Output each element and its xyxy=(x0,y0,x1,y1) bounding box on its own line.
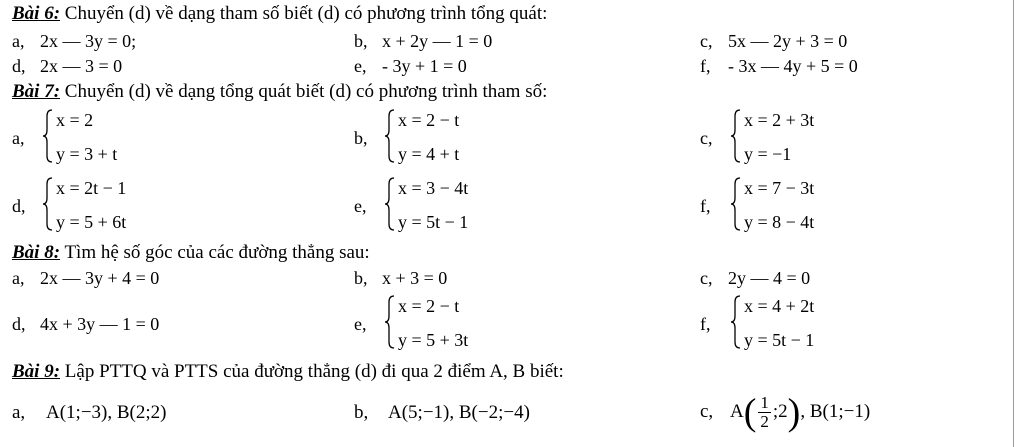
system-line-2: y = 5 + 6t xyxy=(56,212,127,232)
item-prefix: f, xyxy=(700,314,711,334)
item-prefix: b, xyxy=(354,128,368,148)
system-line-1: x = 2 xyxy=(56,110,94,130)
brace-icon xyxy=(42,176,54,232)
item-prefix: c, xyxy=(700,31,713,51)
item-prefix: a, xyxy=(12,31,25,51)
item-prefix: c, xyxy=(700,128,713,148)
item-prefix: a, xyxy=(12,402,26,423)
ex6-item-d xyxy=(12,56,122,76)
equation: 5x — 2y + 3 = 0 xyxy=(728,31,848,51)
equation: - 3y + 1 = 0 xyxy=(382,56,467,76)
ex7-item-e xyxy=(354,176,654,234)
item-prefix: d, xyxy=(12,196,26,216)
exercise-7-title xyxy=(12,82,547,102)
point-a-name: A xyxy=(730,401,744,422)
system-line-1: x = 2 − t xyxy=(398,296,460,316)
ex6-item-e xyxy=(354,56,467,76)
system-line-2: y = −1 xyxy=(744,144,792,164)
item-prefix: c, xyxy=(700,401,714,422)
system-line-1: x = 2 + 3t xyxy=(744,110,815,130)
brace-icon xyxy=(384,108,396,164)
ex8-item-d xyxy=(12,314,159,334)
exercise-8-text: Tìm hệ số góc của các đường thẳng sau: xyxy=(60,242,370,263)
ex9-item-b xyxy=(354,402,530,424)
system-line-1: x = 4 + 2t xyxy=(744,296,815,316)
item-prefix: b, xyxy=(354,31,368,51)
system-line-2: y = 5t − 1 xyxy=(398,212,469,232)
exercise-7-label: Bài 7: xyxy=(12,81,61,102)
system-line-1: x = 2 − t xyxy=(398,110,460,130)
item-prefix: e, xyxy=(354,314,367,334)
fraction xyxy=(758,394,771,431)
left-paren: ( xyxy=(743,391,757,434)
point-pair: A(5;−1), B(−2;−4) xyxy=(388,402,530,423)
equation: x + 3 = 0 xyxy=(382,268,448,288)
exercise-8-title xyxy=(12,243,370,263)
item-prefix: b, xyxy=(354,268,368,288)
fraction-denominator: 2 xyxy=(760,412,769,432)
system-line-2: y = 5t − 1 xyxy=(744,330,815,350)
fraction-numerator: 1 xyxy=(760,393,769,413)
ex6-item-c xyxy=(700,31,847,51)
exercise-9-text: Lập PTTQ và PTTS của đường thẳng (d) đi qua 2 điểm A, B biết: xyxy=(60,361,564,382)
system-line-2: y = 3 + t xyxy=(56,144,118,164)
ex8-item-e xyxy=(354,294,654,352)
exercise-6-text: Chuyển (d) về dạng tham số biết (d) có phương trình tổng quát: xyxy=(60,3,548,24)
equation: 2y — 4 = 0 xyxy=(728,268,811,288)
brace-icon xyxy=(730,294,742,350)
exercise-7-text: Chuyển (d) về dạng tổng quát biết (d) có phương trình tham số: xyxy=(60,81,548,102)
equation: x + 2y — 1 = 0 xyxy=(382,31,493,51)
item-prefix: a, xyxy=(12,268,25,288)
ex8-item-c xyxy=(700,268,810,288)
ex9-item-c xyxy=(700,392,870,432)
system-line-1: x = 7 − 3t xyxy=(744,178,815,198)
item-prefix: d, xyxy=(12,314,26,334)
brace-icon xyxy=(730,176,742,232)
system-line-2: y = 4 + t xyxy=(398,144,460,164)
ex6-item-a xyxy=(12,31,136,51)
item-prefix: a, xyxy=(12,128,25,148)
exercise-9-title xyxy=(12,362,564,382)
exercise-9-label: Bài 9: xyxy=(12,361,61,382)
brace-icon xyxy=(42,108,54,164)
ex6-item-f xyxy=(700,56,858,76)
right-paren: ) xyxy=(787,391,801,434)
point-a-rest: ;2 xyxy=(772,401,788,422)
system-line-2: y = 8 − 4t xyxy=(744,212,815,232)
system-line-1: x = 2t − 1 xyxy=(56,178,127,198)
item-prefix: b, xyxy=(354,402,369,423)
ex8-item-a xyxy=(12,268,159,288)
ex6-item-b xyxy=(354,31,492,51)
item-prefix: e, xyxy=(354,196,367,216)
ex9-item-a xyxy=(12,402,166,424)
brace-icon xyxy=(384,294,396,350)
ex7-item-b xyxy=(354,108,654,166)
equation: 2x — 3y + 4 = 0 xyxy=(40,268,160,288)
item-prefix: e, xyxy=(354,56,367,76)
page-margin-line xyxy=(1013,0,1014,447)
equation: 2x — 3 = 0 xyxy=(40,56,123,76)
ex8-item-b xyxy=(354,268,447,288)
equation: 4x + 3y — 1 = 0 xyxy=(40,314,160,334)
ex8-item-f xyxy=(700,294,1000,352)
exercise-6-title xyxy=(12,4,547,24)
system-line-2: y = 5 + 3t xyxy=(398,330,469,350)
exercise-8-label: Bài 8: xyxy=(12,242,61,263)
item-prefix: f, xyxy=(700,196,711,216)
ex7-item-f xyxy=(700,176,1000,234)
point-b: , B(1;−1) xyxy=(800,401,871,422)
ex7-item-a xyxy=(12,108,312,166)
equation: 2x — 3y = 0; xyxy=(40,31,137,51)
item-prefix: d, xyxy=(12,56,26,76)
item-prefix: f, xyxy=(700,56,711,76)
system-line-1: x = 3 − 4t xyxy=(398,178,469,198)
exercise-6-label: Bài 6: xyxy=(12,3,61,24)
brace-icon xyxy=(730,108,742,164)
ex7-item-c xyxy=(700,108,1000,166)
item-prefix: c, xyxy=(700,268,713,288)
brace-icon xyxy=(384,176,396,232)
ex7-item-d xyxy=(12,176,312,234)
equation: - 3x — 4y + 5 = 0 xyxy=(728,56,858,76)
point-pair: A(1;−3), B(2;2) xyxy=(46,402,167,423)
